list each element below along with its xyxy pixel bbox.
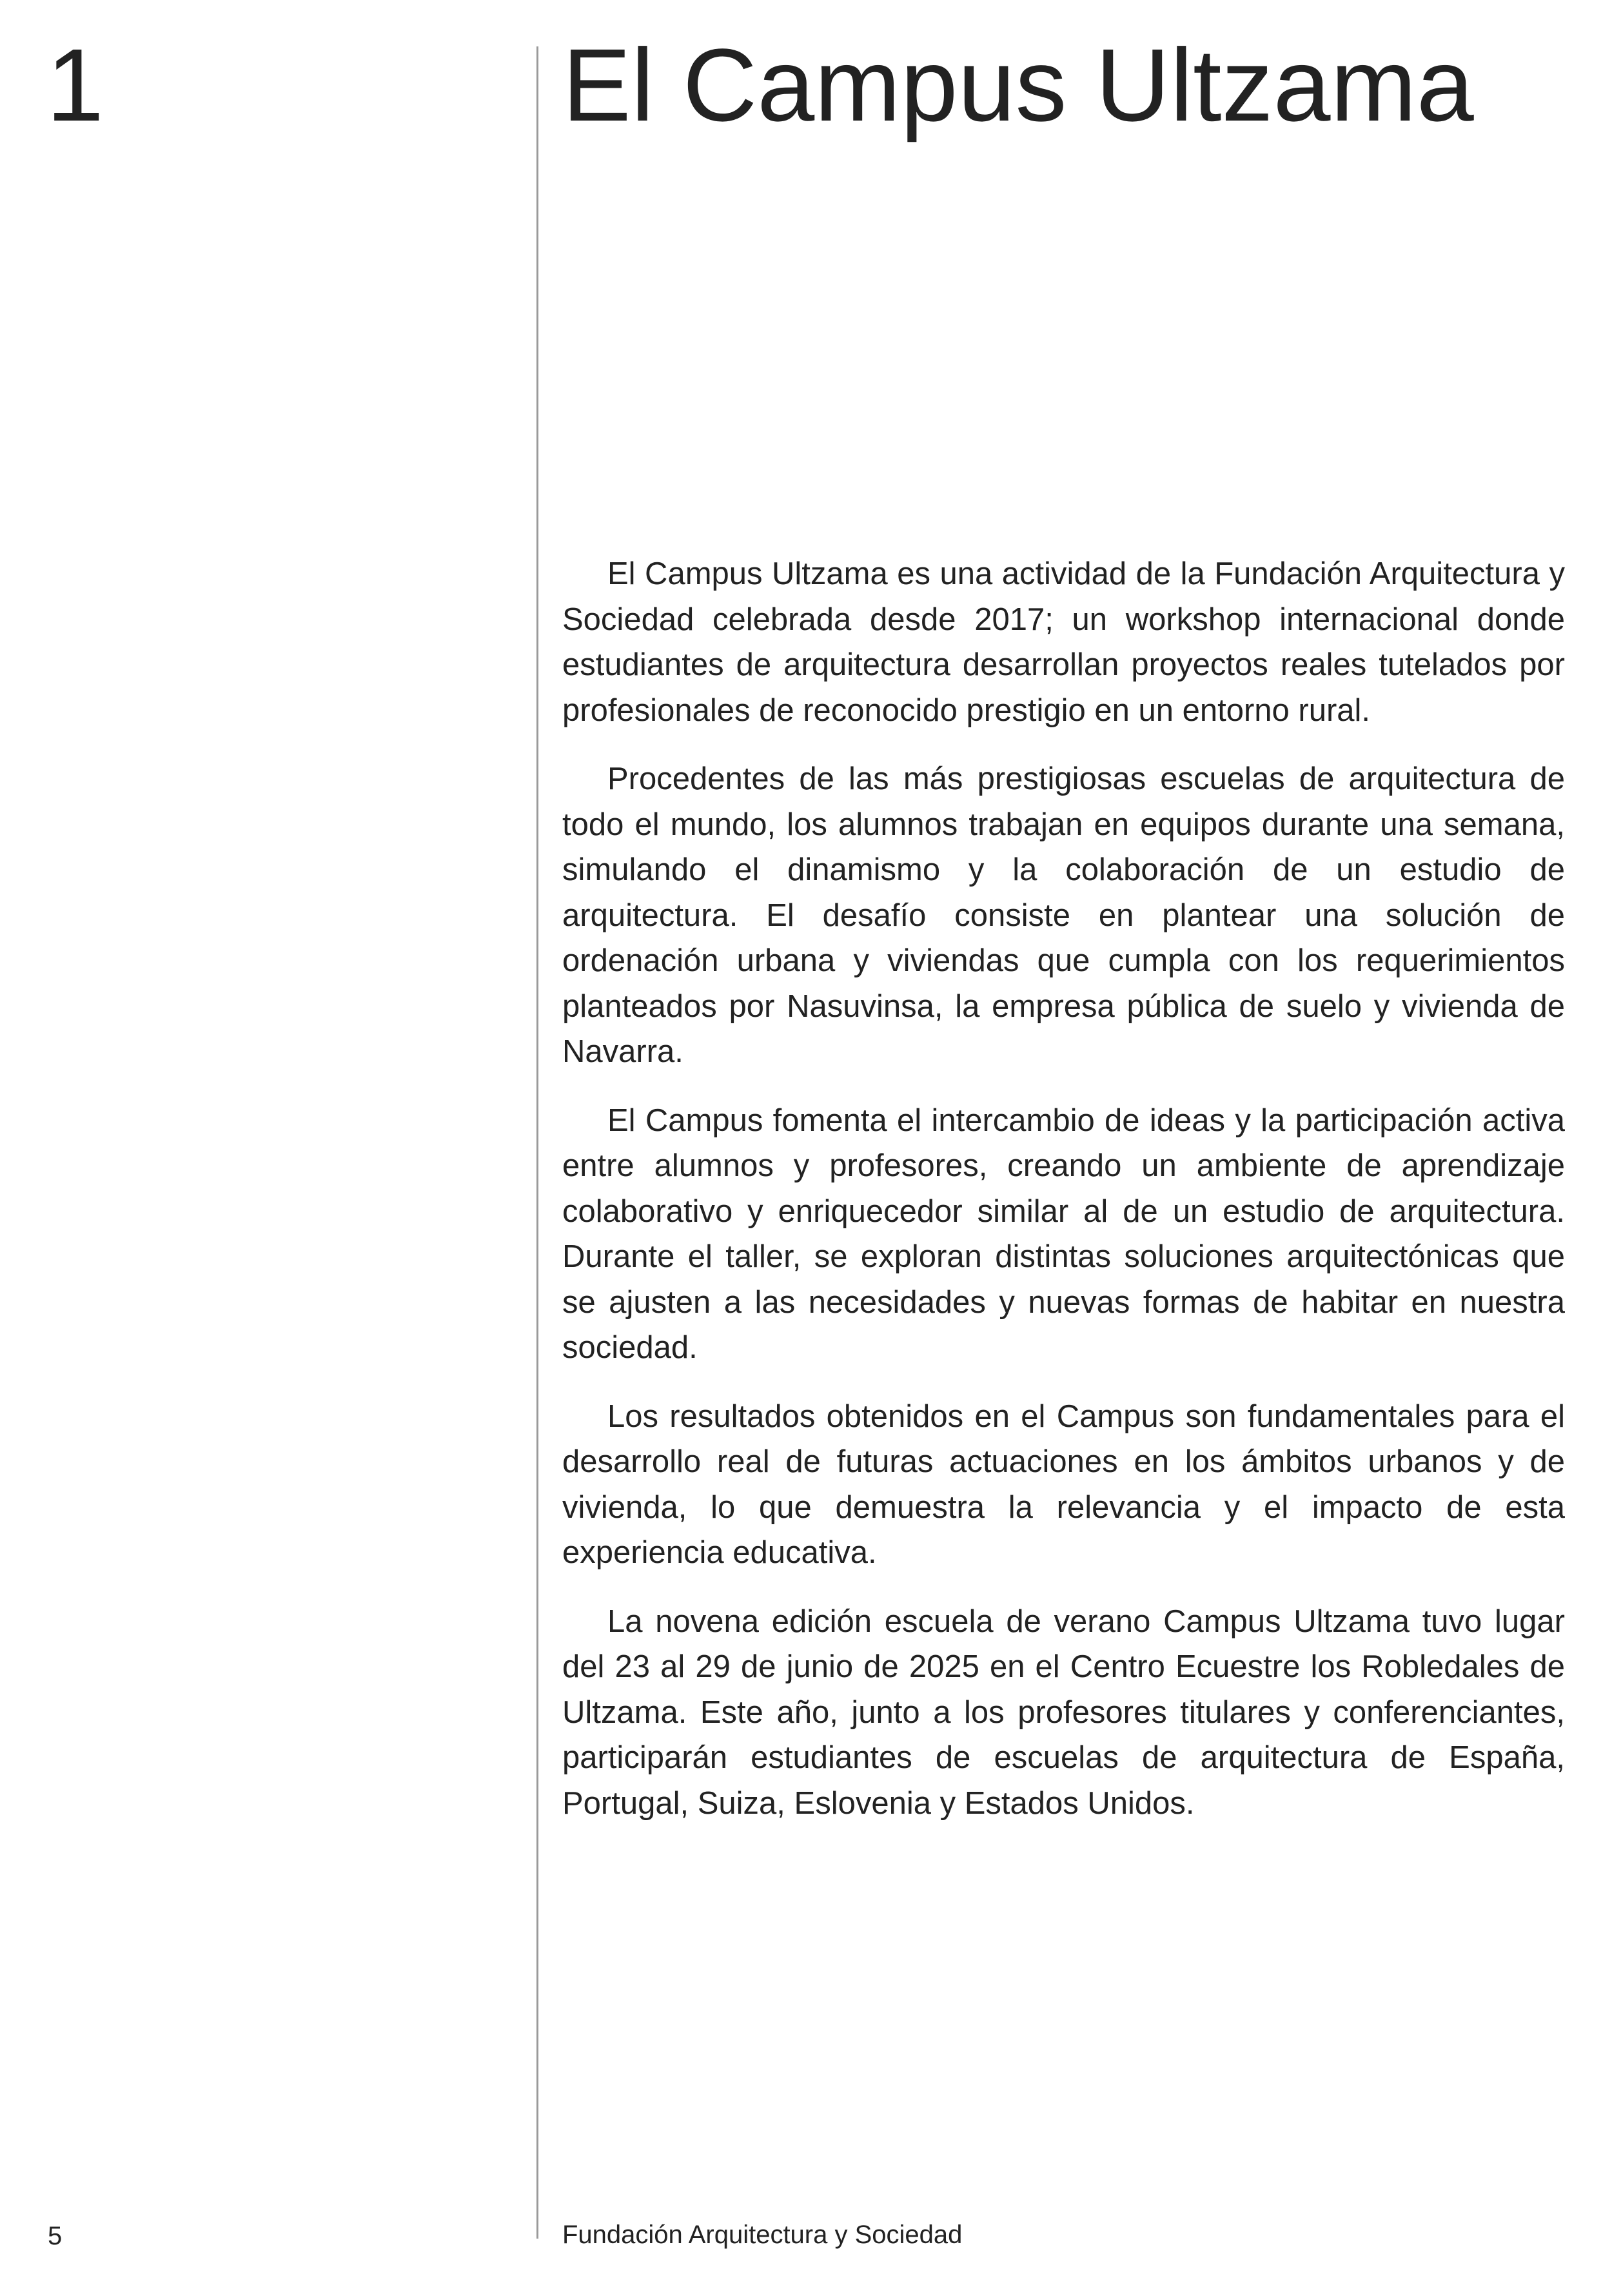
- paragraph: El Campus Ultzama es una actividad de la Fundación Arquitectura y Sociedad celebrada desde 2017; un workshop internacional donde estudiantes de arquitectura desarrollan proyectos reales tutelados por profesionales de reconocido prestigio en un entorno rural.: [562, 556, 1565, 728]
- paragraph: Los resultados obtenidos en el Campus son fundamentales para el desarrollo real de futuras actuaciones en los ámbitos urbanos y de vivienda, lo que demuestra la relevancia y el impacto de esta experiencia educativa.: [562, 1398, 1565, 1570]
- vertical-divider: [536, 46, 538, 2239]
- page-title: El Campus Ultzama: [562, 27, 1474, 142]
- body-text: [562, 551, 1565, 1849]
- chapter-number: 1: [46, 27, 104, 142]
- page-number: 5: [48, 2222, 63, 2250]
- paragraph: Procedentes de las más prestigiosas escuelas de arquitectura de todo el mundo, los alumnos trabajan en equipos durante una semana, simulando el dinamismo y la colaboración de un estudio de arquitectura. El desafío consiste en plantear una solución de ordenación urbana y viviendas que cumpla con los requerimientos planteados por Nasuvinsa, la empresa pública de suelo y vivienda de Navarra.: [562, 761, 1565, 1069]
- paragraph: El Campus fomenta el intercambio de ideas y la participación activa entre alumnos y profesores, creando un ambiente de aprendizaje colaborativo y enriquecedor similar al de un estudio de arquitectura. Durante el taller, se exploran distintas soluciones arquitectónicas que se ajusten a las necesidades y nuevas formas de habitar en nuestra sociedad.: [562, 1103, 1565, 1365]
- paragraph: La novena edición escuela de verano Campus Ultzama tuvo lugar del 23 al 29 de junio de 2025 en el Centro Ecuestre los Robledales de Ultzama. Este año, junto a los profesores titulares y conferenciantes, participarán estudiantes de escuelas de arquitectura de España, Portugal, Suiza, Eslovenia y Estados Unidos.: [562, 1604, 1565, 1821]
- footer-organization: Fundación Arquitectura y Sociedad: [562, 2221, 963, 2249]
